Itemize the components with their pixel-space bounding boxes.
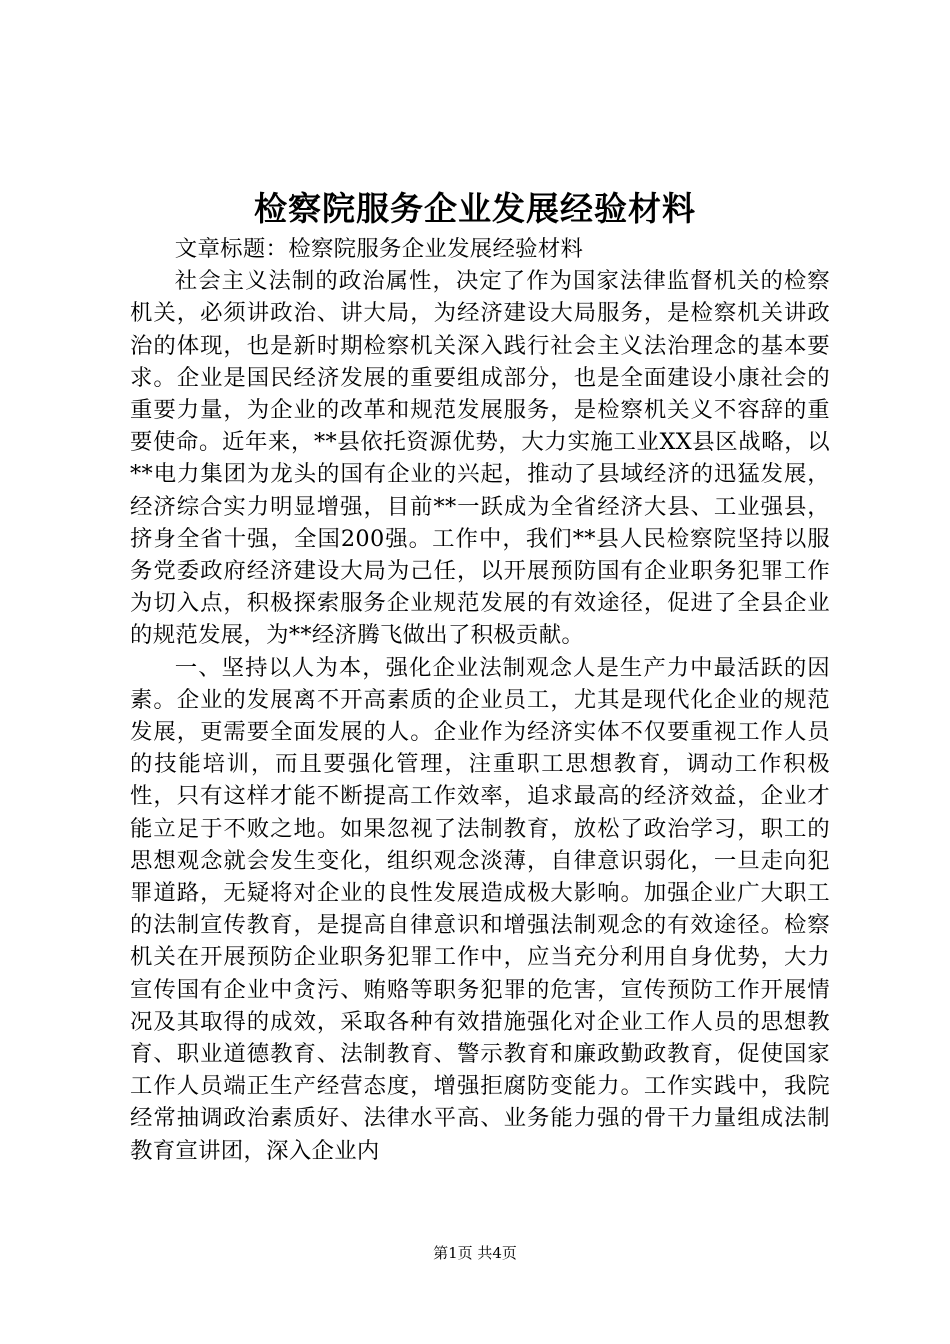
document-body bbox=[130, 233, 830, 1167]
page-title: 检察院服务企业发展经验材料 bbox=[254, 189, 696, 228]
paragraph-intro: 社会主义法制的政治属性，决定了作为国家法律监督机关的检察机关，必须讲政治、讲大局，为经济建设大局服务，是检察机关讲政治的体现，也是新时期检察机关深入践行社会主义法治理念的基本要求。企业是国民经济发展的重要组成部分，也是全面建设小康社会的重要力量，为企业的改革和规范发展服务，是检察机关义不容辞的重要使命。近年来，**县依托资源优势，大力实施工业XX县区战略，以**电力集团为龙头的国有企业的兴起，推动了县域经济的迅猛发展，经济综合实力明显增强，目前**一跃成为全省经济大县、工业强县，挤身全省十强，全国200强。工作中，我们**县人民检察院坚持以服务党委政府经济建设大局为己任，以开展预防国有企业职务犯罪工作为切入点，积极探索服务企业规范发展的有效途径，促进了全县企业的规范发展，为**经济腾飞做出了积极贡献。 bbox=[130, 268, 830, 649]
page-number-footer: 第1页 共4页 bbox=[433, 1244, 517, 1262]
paragraph-section-one: 一、坚持以人为本，强化企业法制观念人是生产力中最活跃的因素。企业的发展离不开高素质的企业员工，尤其是现代化企业的规范发展，更需要全面发展的人。企业作为经济实体不仅要重视工作人员的技能培训，而且要强化管理，注重职工思想教育，调动工作积极性，只有这样才能不断提高工作效率，追求最高的经济效益，企业才能立足于不败之地。如果忽视了法制教育，放松了政治学习，职工的思想观念就会发生变化，组织观念淡薄，自律意识弱化，一旦走向犯罪道路，无疑将对企业的良性发展造成极大影响。加强企业广大职工的法制宣传教育，是提高自律意识和增强法制观念的有效途径。检察机关在开展预防企业职务犯罪工作中，应当充分利用自身优势，大力宣传国有企业中贪污、贿赂等职务犯罪的危害，宣传预防工作开展情况及其取得的成效，采取各种有效措施强化对企业工作人员的思想教育、职业道德教育、法制教育、警示教育和廉政勤政教育，促使国家工作人员端正生产经营态度，增强拒腐防变能力。工作实践中，我院经常抽调政治素质好、法律水平高、业务能力强的骨干力量组成法制教育宣讲团，深入企业内 bbox=[130, 654, 830, 1164]
article-title-line: 文章标题：检察院服务企业发展经验材料 bbox=[174, 236, 584, 262]
